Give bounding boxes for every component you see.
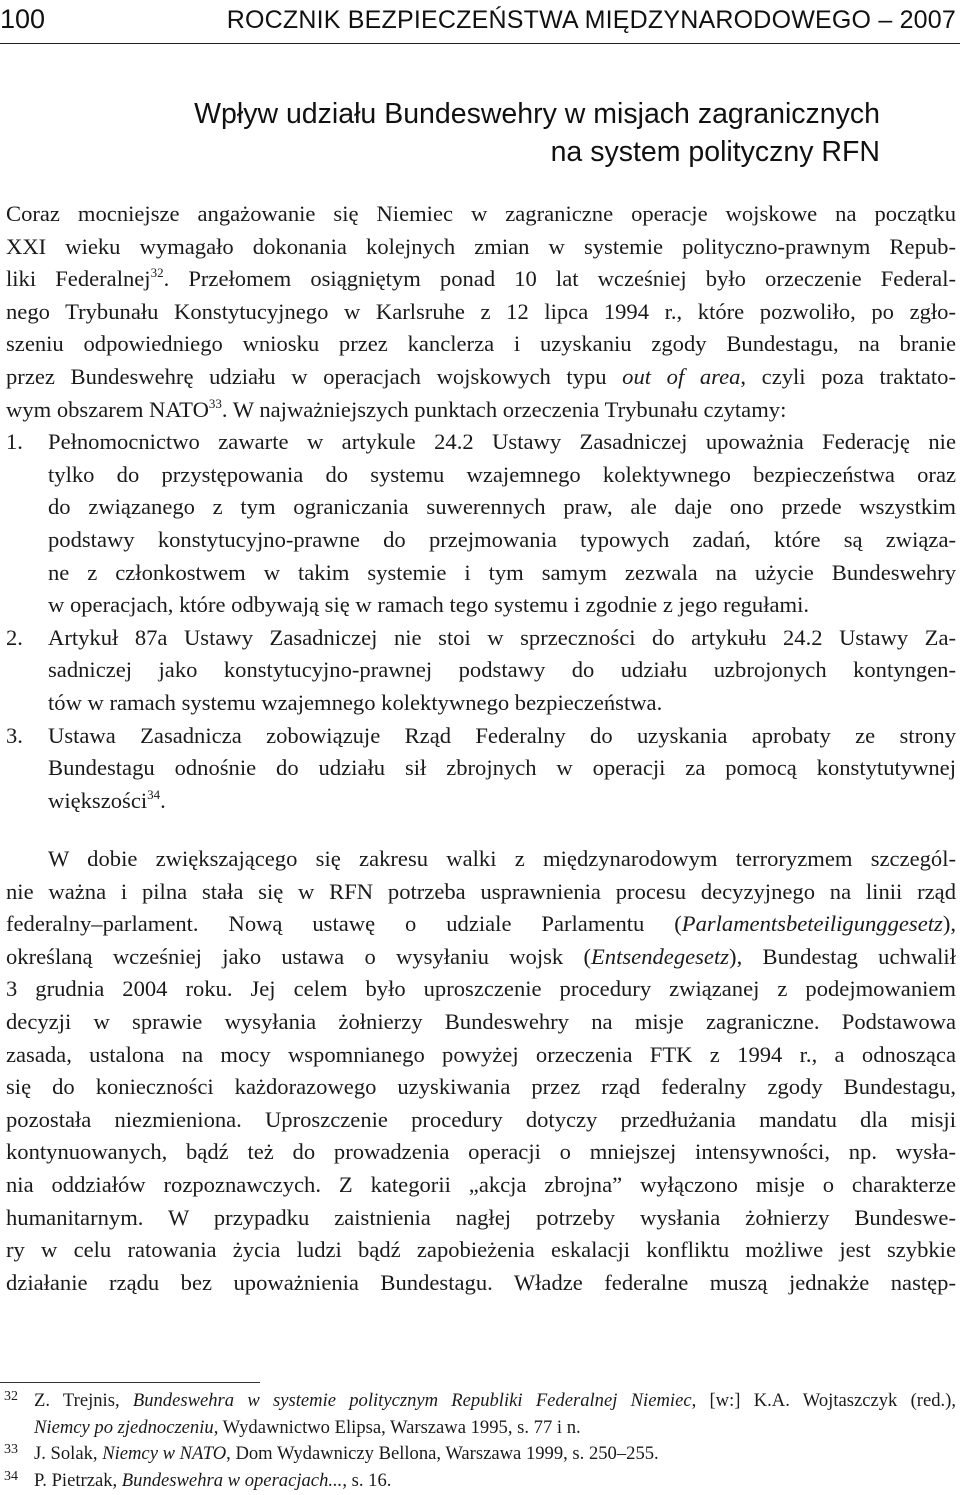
footnote-ref-33[interactable]: 33 xyxy=(208,395,222,411)
text-line: decyzji w sprawie wysyłania żołnierzy Bundeswehry na misje zagraniczne. Podstawowa xyxy=(6,1008,956,1034)
footnotes xyxy=(4,1388,956,1494)
text-line: pozostała niezmieniona. Uproszczenie procedury dotyczy przedłużania mandatu dla misji xyxy=(6,1106,956,1132)
text-line: przez Bundeswehrę udziału w operacjach wojskowych typu out of area, czyli poza traktato- xyxy=(6,363,956,389)
text-line: określaną wcześniej jako ustawa o wysyłaniu wojsk (Entsendegesetz), Bundestag uchwalił xyxy=(6,943,956,969)
text-line: nego Trybunału Konstytucyjnego w Karlsruhe z 12 lipca 1994 r., które pozwoliło, po zgło- xyxy=(6,298,956,324)
footnote-number: 33 xyxy=(4,1442,18,1457)
list-number: 2. xyxy=(6,624,23,650)
text-line: nie ważna i pilna stała się w RFN potrzeba usprawnienia procesu decyzyjnego na linii rząd xyxy=(6,878,956,904)
section-title xyxy=(60,95,880,171)
section-title-line-2: na system polityczny RFN xyxy=(550,136,880,168)
footnote-32: 32 Z. Trejnis, Bundeswehra w systemie politycznym Republiki Federalnej Niemiec, [w:] K.A. Wojtaszczyk (red.), Niemcy po zjednoczeniu, Wydawnictwo Elipsa, Warszawa 1995, s. 77 i n. xyxy=(4,1388,956,1441)
footnote-33: 33 J. Solak, Niemcy w NATO, Dom Wydawniczy Bellona, Warszawa 1999, s. 250–255. xyxy=(4,1441,956,1468)
footnote-34: 34 P. Pietrzak, Bundeswehra w operacjach..., s. 16. xyxy=(4,1468,956,1495)
page-header xyxy=(0,0,960,48)
text-line: 3 grudnia 2004 roku. Jej celem było uproszczenie procedury związanej z podejmowaniem xyxy=(6,976,956,1002)
page-number: 100 xyxy=(0,4,46,34)
list-item-2: 2. Artykuł 87a Ustawy Zasadniczej nie stoi w sprzeczności do artykułu 24.2 Ustawy Za- sadniczej jako konstytucyjno-prawnej podstawy do udziału uzbrojonych kontyngen- tów w ramach systemu wzajemnego kolektywnego bezpieczeństwa. xyxy=(6,622,956,720)
text-line: kontynuowanych, bądź też do prowadzenia operacji o mniejszej intensywności, np. wysła- xyxy=(6,1139,956,1165)
text-line: liki Federalnej$^{32}$. Przełomem osiągniętym ponad 10 lat wcześniej było orzeczenie Federal- xyxy=(6,265,956,292)
text-line: się do konieczności każdorazowego uzyskiwania przez rząd federalny zgody Bundestagu, xyxy=(6,1074,956,1100)
numbered-list xyxy=(6,426,956,817)
text-line: humanitarnym. W przypadku zaistnienia nagłej potrzeby wysłania żołnierzy Bundeswe- xyxy=(6,1204,956,1230)
header-divider xyxy=(0,43,960,44)
text-line: działanie rządu bez upoważnienia Bundestagu. Władze federalne muszą jednakże następ- xyxy=(6,1269,956,1295)
text-line: Coraz mocniejsze angażowanie się Niemiec w zagraniczne operacje wojskowe na początku xyxy=(6,201,956,226)
text-line: nia oddziałów rozpoznawczych. Z kategorii „akcja zbrojna” wyłączono misje o charakterze xyxy=(6,1171,956,1197)
footnote-number: 32 xyxy=(4,1389,18,1404)
text-line: XXI wieku wymagało dokonania kolejnych zmian w systemie polityczno-prawnym Repub- xyxy=(6,233,956,259)
text-line: federalny–parlament. Nową ustawę o udziale Parlamentu (Parlamentsbeteiligunggesetz), xyxy=(6,911,956,937)
footnote-number: 34 xyxy=(4,1468,18,1484)
list-number: 3. xyxy=(6,722,23,748)
text-line: ry w celu ratowania życia ludzi bądź zapobieżenia eskalacji konfliktu możliwe jest szybkie xyxy=(6,1237,956,1263)
running-title: ROCZNIK BEZPIECZEŃSTWA MIĘDZYNARODOWEGO – 2007 xyxy=(226,6,956,34)
section-title-line-1: Wpływ udziału Bundeswehry w misjach zagranicznych xyxy=(194,98,880,130)
footnote-divider xyxy=(0,1382,260,1383)
text-line: wym obszarem NATO$^{33}$. W najważniejszych punktach orzeczenia Trybunału czytamy: xyxy=(6,395,787,422)
footnote-ref-32[interactable]: 32 xyxy=(150,265,164,281)
list-number: 1. xyxy=(6,429,23,455)
text-line: zasada, ustalona na mocy wspomnianego powyżej orzeczenia FTK z 1994 r., a odnosząca xyxy=(6,1041,956,1067)
text-line: W dobie zwiększającego się zakresu walki z międzynarodowym terroryzmem szczegól- xyxy=(48,846,956,871)
text-line: szeniu odpowiedniego wniosku przez kanclerza i uzyskaniu zgody Bundestagu, na branie xyxy=(6,331,956,357)
list-item-3: 3. Ustawa Zasadnicza zobowiązuje Rząd Federalny do uzyskania aprobaty ze strony Bundestagu odnośnie do udziału sił zbrojnych w operacji za pomocą konstytutywnej większości$^{34}$. xyxy=(6,720,956,818)
paragraph-2 xyxy=(6,843,956,1299)
list-item-1: 1. Pełnomocnictwo zawarte w artykule 24.2 Ustawy Zasadniczej upoważnia Federację nie tylko do przystępowania do systemu wzajemnego kolektywnego bezpieczeństwa oraz do związanego z tym ograniczania suwerennych praw, ale daje ono przede wszystkim podstawy konstytucyjno-prawne do przejmowania typowych zadań, które są związa- ne z członkostwem w takim systemie i tym samym zezwala na użycie Bundeswehry w operacjach, które odbywają się w ramach tego systemu i zgodnie z jego regułami. xyxy=(6,426,956,622)
paragraph-1 xyxy=(6,198,956,817)
footnote-ref-34[interactable]: 34 xyxy=(147,786,161,802)
